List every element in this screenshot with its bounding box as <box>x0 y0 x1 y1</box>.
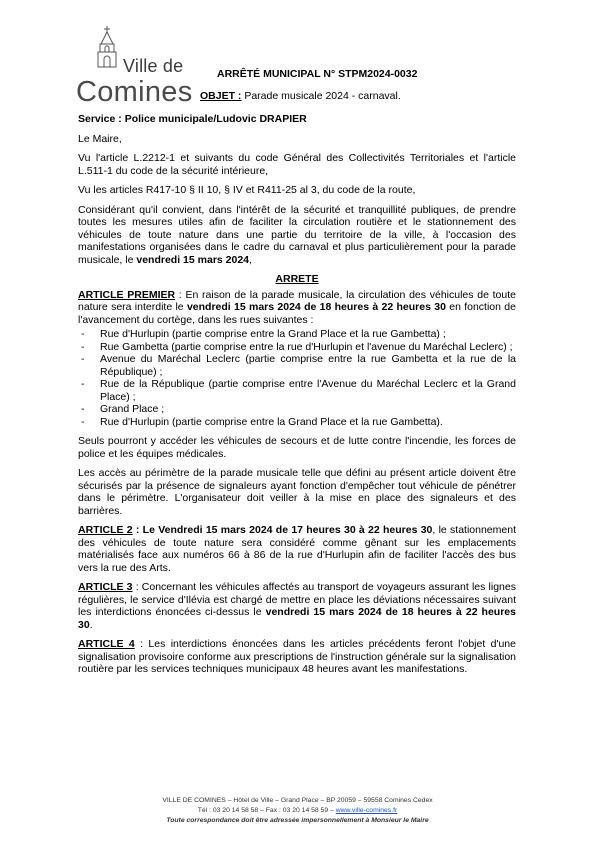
article-premier-date: vendredi 15 mars 2024 de 18 heures à 22 heures 30 <box>186 301 446 313</box>
acces-paragraph: Les accès au périmètre de la parade musicale telle que défini au présent article doivent être sécurisés par la présence de signaleurs ayant fonction d'empêcher tout véhicule de pénétrer dans le périmètre. L'organisateur doit veiller à la mise en place des signaleurs et des barrières. <box>78 467 516 517</box>
footer-contact <box>0 806 595 816</box>
logo-ville-text: Ville de <box>123 56 184 76</box>
objet-text: Parade musicale 2024 - carnaval. <box>241 90 401 102</box>
footer-address: VILLE DE COMINES – Hôtel de Ville – Grand Place – BP 20059 – 59558 Comines Cedex <box>162 797 433 804</box>
seuls-paragraph: Seuls pourront y accéder les véhicules de secours et de lutte contre l'incendie, les forces de police et les équipes médicales. <box>78 435 516 460</box>
article-2-label: ARTICLE 2 <box>78 524 133 536</box>
list-item: - Rue d'Hurlupin (partie comprise entre la Grand Place et la rue Gambetta). <box>78 416 516 429</box>
list-item: - Rue Gambetta (partie comprise entre la rue d'Hurlupin et l'avenue du Maréchal Leclerc) ; <box>78 341 516 354</box>
arrete-heading: ARRETE <box>275 273 319 285</box>
objet-label: OBJET : <box>200 90 242 102</box>
logo-comines-text: Comines <box>76 76 193 108</box>
article-premier-text-b: en fonction de l'avancement du cortège, dans les rues suivantes : <box>78 301 516 326</box>
article-2 <box>78 524 516 574</box>
article-4-label: ARTICLE 4 <box>78 638 135 650</box>
vu-paragraph-2: Vu les articles R417-10 § II 10, § IV et R411-25 al 3, du code de la route, <box>78 184 416 196</box>
list-item: - Grand Place ; <box>78 403 516 416</box>
article-3-text: : Concernant les véhicules affectés au transport de voyageurs assurant les lignes régulières, le service d'Ilévia est chargé de mettre en place les déviations nécessaires suivant les interdictions énoncées ci-dessus le <box>78 581 516 618</box>
list-item: - Rue d'Hurlupin (partie comprise entre la Grand Place et la rue Gambetta) ; <box>78 328 516 341</box>
article-4-text: : Les interdictions énoncées dans les articles précédents feront l'objet d'une signalisation provisoire conforme aux prescriptions de l'instruction générale sur la signalisation routière par les services techniques municipaux 48 heures avant les manifestations. <box>78 638 516 675</box>
footer-note: Toute correspondance doit être adressée impersonnellement à Monsieur le Maire <box>166 817 429 824</box>
considerant-end: , <box>249 253 252 266</box>
document-title: ARRÊTÉ MUNICIPAL N° STPM2024-0032 <box>217 68 418 80</box>
streets-list <box>78 328 516 428</box>
article-3-date: vendredi 15 mars 2024 de 18 heures à 22 heures 30 <box>78 606 516 631</box>
considerant-paragraph <box>78 204 516 267</box>
list-item: - Avenue du Maréchal Leclerc (partie comprise entre la rue Gambetta et la rue de la République) ; <box>78 353 516 378</box>
list-item: - Rue de la République (partie comprise entre l'Avenue du Maréchal Leclerc et la Grand Place) ; <box>78 378 516 403</box>
footer <box>0 796 595 826</box>
footer-phone: Tél : 03 20 14 58 58 – Fax : 03 20 14 58 59 – <box>197 807 336 814</box>
article-2-text: , le stationnement des véhicules de toute nature sera considéré comme gênant sur les emplacements matérialisés face aux numéros 66 à 86 de la rue d'Hurlupin afin de faciliter l'accès des bus vers la rue des Arts. <box>78 524 516 574</box>
considerant-date: vendredi 15 mars 2024 <box>136 253 250 266</box>
vu-paragraph-1: Vu l'article L.2212-1 et suivants du code Général des Collectivités Territoriales et l'article L.511-1 du code de la sécurité intérieure, <box>78 152 516 177</box>
service-line: Service : Police municipale/Ludovic DRAPIER <box>78 113 307 125</box>
document-body <box>78 113 516 683</box>
website-link[interactable]: www.ville-comines.fr <box>335 807 398 814</box>
church-tower-icon <box>96 26 118 68</box>
article-premier-text-a: : En raison de la parade musicale, la circulation des véhicules de toute nature sera interdite le <box>78 288 516 313</box>
article-4 <box>78 638 516 676</box>
article-3 <box>78 581 516 631</box>
article-3-label: ARTICLE 3 <box>78 581 133 593</box>
article-3-end: . <box>89 618 93 631</box>
article-premier <box>78 289 516 327</box>
objet-line <box>200 90 401 102</box>
article-2-bold: : Le Vendredi 15 mars 2024 de 17 heures 30 à 22 heures 30 <box>132 524 433 536</box>
considerant-text: Considérant qu'il convient, dans l'intérêt de la sécurité et tranquillité publiques, de prendre toutes les mesures utiles afin de faciliter la circulation routière et le stationnement des véhicules de toute nature dans une partie du territoire de la ville, à l'occasion des manifestations organisées dans le cadre du carnaval et plus particulièrement pour la parade musicale, le <box>78 203 516 266</box>
article-premier-label: ARTICLE PREMIER <box>78 288 176 301</box>
le-maire: Le Maire, <box>78 132 122 145</box>
city-logo <box>76 26 194 106</box>
